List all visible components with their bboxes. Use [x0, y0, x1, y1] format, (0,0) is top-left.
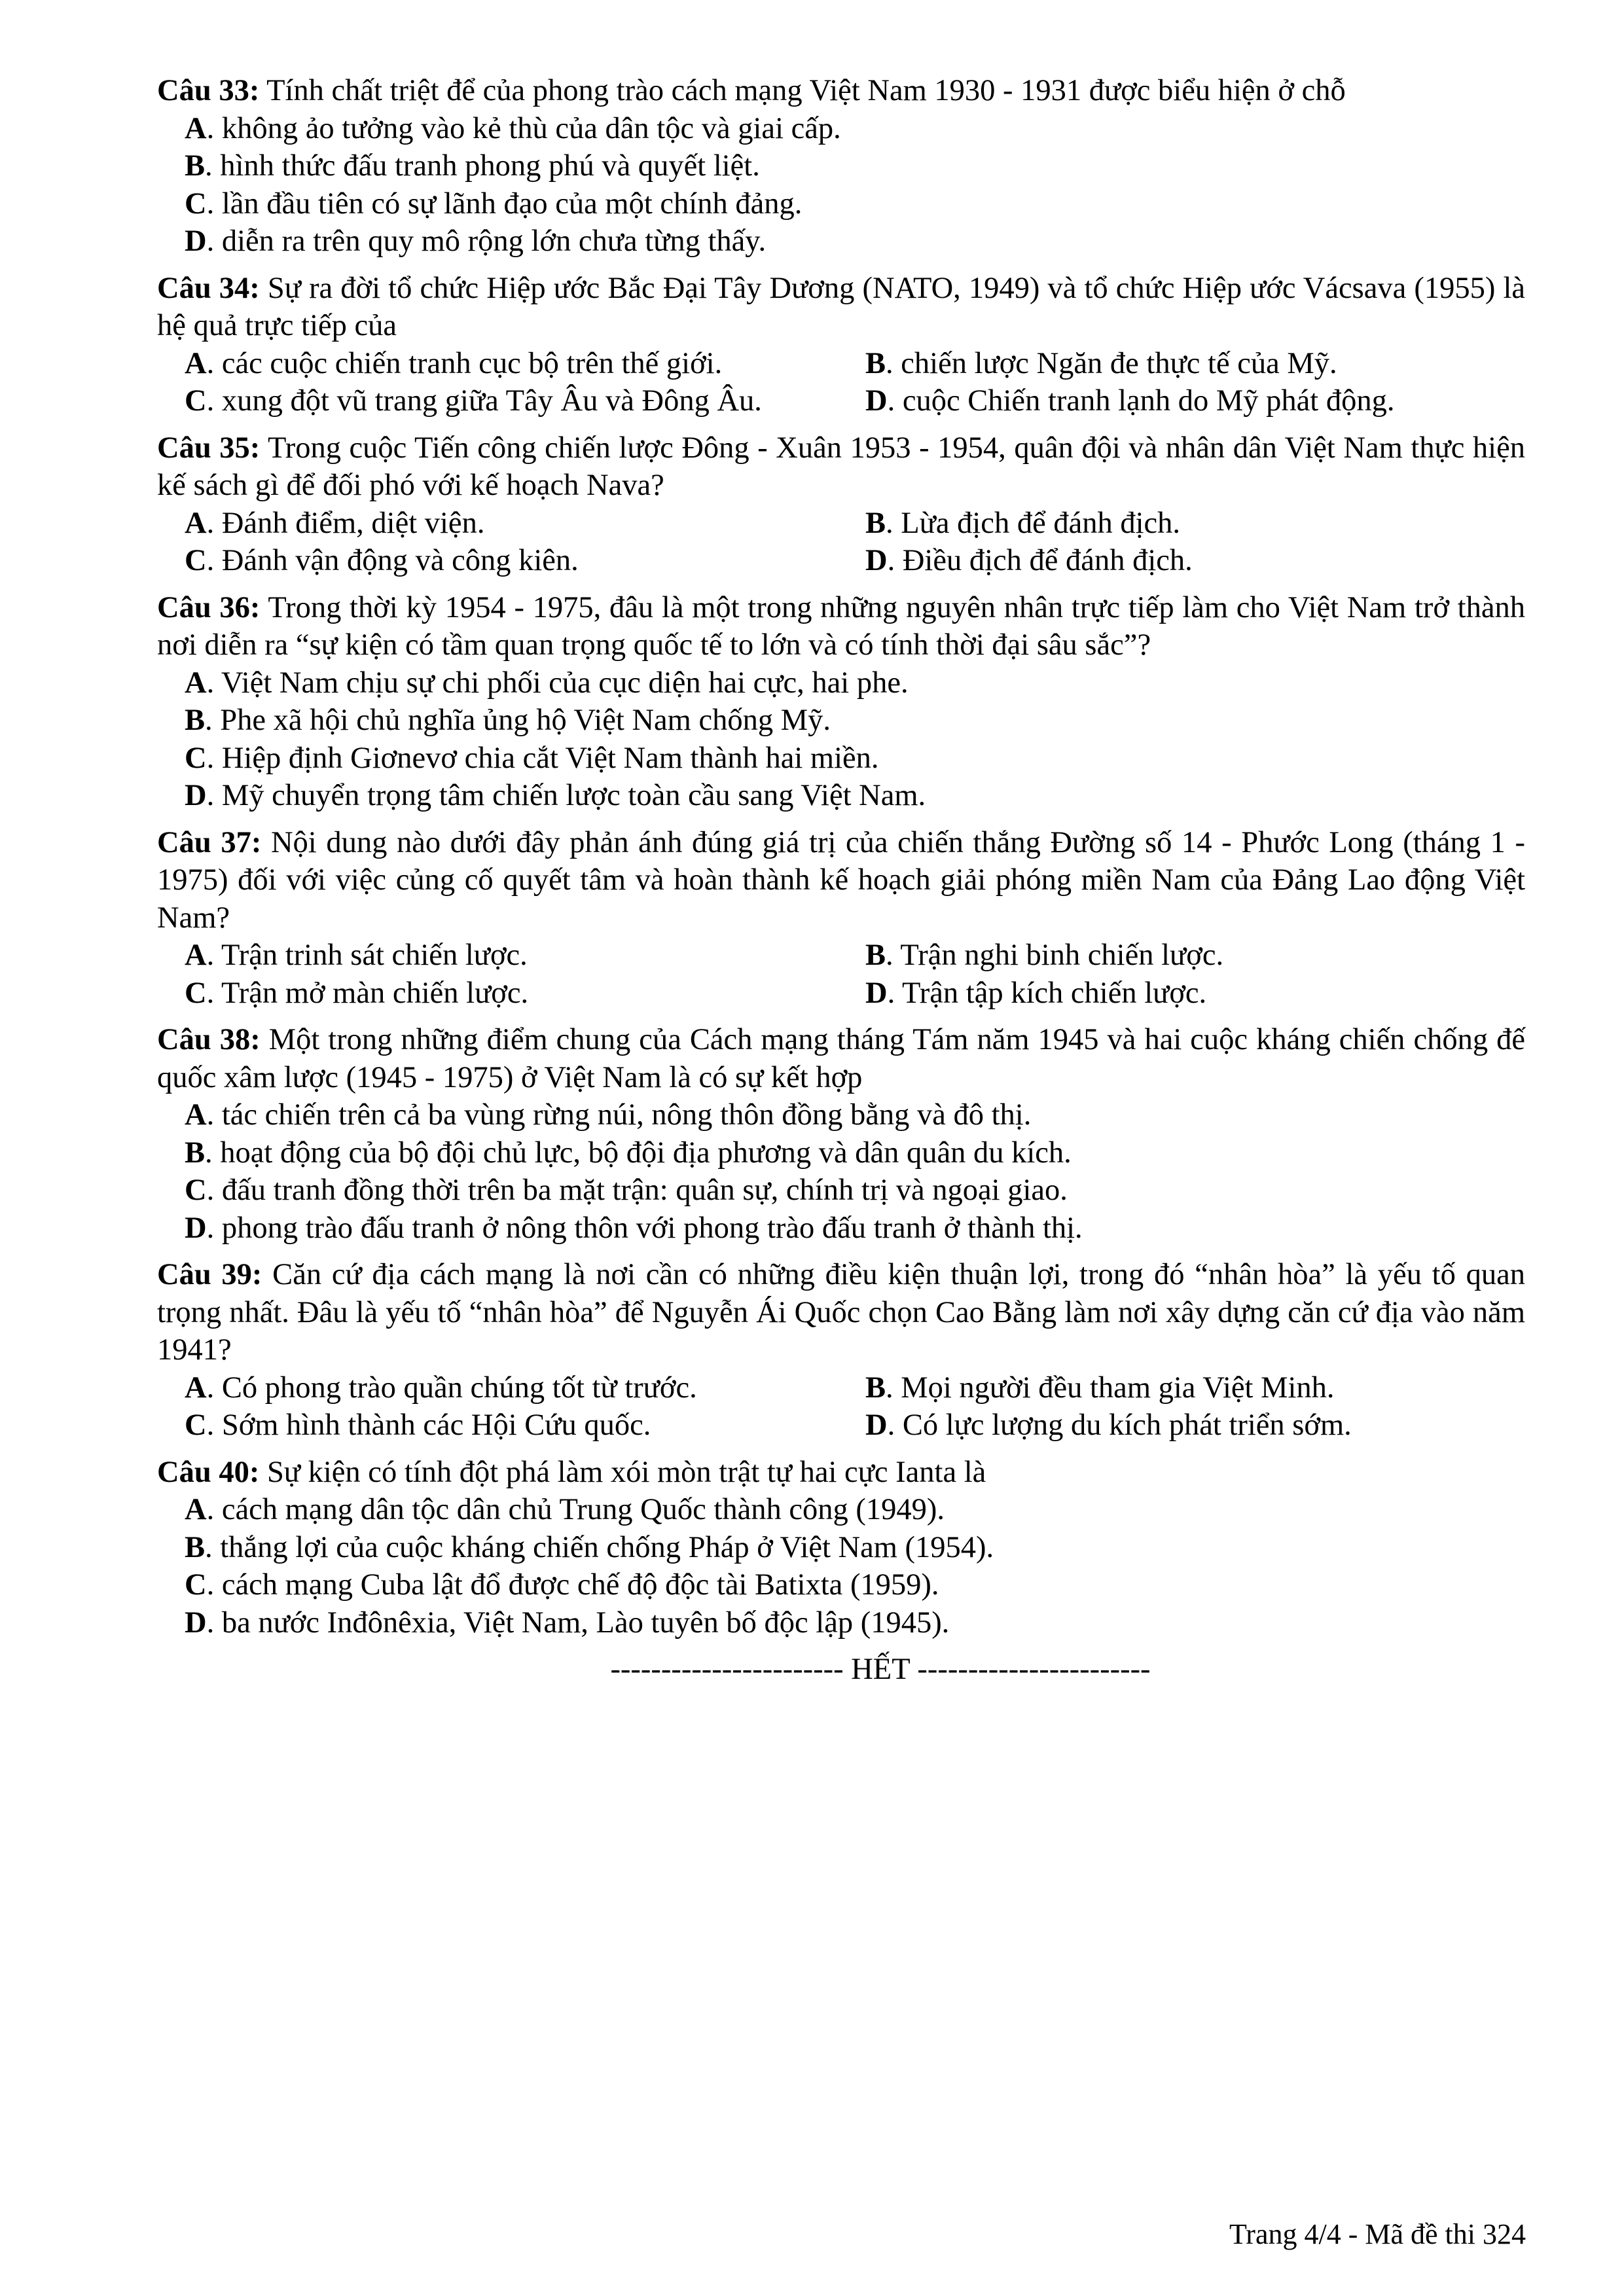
option-text: . xung đột vũ trang giữa Tây Âu và Đông Âu. [206, 384, 762, 418]
answer-option [157, 110, 1525, 148]
option-text: . phong trào đấu tranh ở nông thôn với phong trào đấu tranh ở thành thị. [206, 1211, 1083, 1245]
option-letter: C [185, 1174, 207, 1207]
answer-option [865, 937, 1546, 975]
exam-page [157, 72, 1525, 1689]
answer-option [865, 382, 1546, 420]
option-letter: D [185, 1211, 207, 1245]
question-block [157, 1021, 1525, 1247]
option-letter: D [865, 976, 888, 1010]
option-text: . Hiệp định Giơnevơ chia cắt Việt Nam thành hai miền. [206, 741, 879, 775]
option-letter: C [185, 544, 207, 577]
answer-option [865, 1369, 1546, 1407]
question-block [157, 270, 1525, 420]
option-letter: B [865, 939, 886, 972]
question-block [157, 72, 1525, 260]
option-letter: C [185, 187, 207, 221]
answer-option [185, 937, 865, 975]
option-letter: D [185, 224, 207, 258]
question-number: Câu 35: [157, 431, 261, 465]
question-stem [157, 72, 1525, 110]
option-letter: A [185, 1098, 207, 1132]
question-stem [157, 1021, 1525, 1096]
option-letter: A [185, 506, 207, 540]
option-text: . không ảo tưởng vào kẻ thù của dân tộc và giai cấp. [206, 111, 841, 145]
option-text: . hình thức đấu tranh phong phú và quyết liệt. [205, 149, 760, 183]
answer-option [157, 185, 1525, 223]
option-text: . Trận trinh sát chiến lược. [206, 939, 528, 972]
answer-option [157, 664, 1525, 702]
option-row [157, 937, 1525, 975]
answer-option [157, 1096, 1525, 1134]
question-number: Câu 34: [157, 271, 260, 305]
option-text: . Sớm hình thành các Hội Cứu quốc. [206, 1408, 651, 1442]
answer-option [157, 1566, 1525, 1604]
option-text: . Lừa địch để đánh địch. [886, 506, 1181, 540]
answer-option [185, 1407, 865, 1444]
answer-option [157, 147, 1525, 185]
option-text: . Đánh điểm, diệt viện. [206, 506, 485, 540]
option-text: . Phe xã hội chủ nghĩa ủng hộ Việt Nam chống Mỹ. [205, 704, 831, 737]
answer-option [865, 1407, 1546, 1444]
option-text: . cách mạng dân tộc dân chủ Trung Quốc thành công (1949). [206, 1493, 945, 1526]
option-letter: A [185, 346, 207, 380]
question-stem [157, 824, 1525, 937]
option-letter: D [865, 544, 888, 577]
question-text: Sự kiện có tính đột phá làm xói mòn trật tự hai cực Ianta là [259, 1455, 986, 1489]
question-text: Nội dung nào dưới đây phản ánh đúng giá trị của chiến thắng Đường số 14 - Phước Long (tháng 1 - 1975) đối với việc củng cố quyết tâm và hoàn thành kế hoạch giải phóng miền Nam của Đảng Lao động Việt Nam? [157, 825, 1526, 935]
option-letter: A [185, 666, 207, 700]
option-letter: A [185, 939, 207, 972]
question-stem [157, 1256, 1525, 1369]
question-number: Câu 36: [157, 590, 261, 624]
question-number: Câu 40: [157, 1455, 260, 1489]
question-text: Trong cuộc Tiến công chiến lược Đông - Xuân 1953 - 1954, quân đội và nhân dân Việt Nam thực hiện kế sách gì để đối phó với kế hoạch Nava? [157, 431, 1525, 502]
answer-option [185, 1369, 865, 1407]
answer-option [157, 777, 1525, 815]
option-text: . lần đầu tiên có sự lãnh đạo của một chính đảng. [206, 187, 803, 221]
option-text: . Trận mở màn chiến lược. [206, 976, 529, 1010]
option-letter: B [865, 506, 886, 540]
option-row [157, 382, 1525, 420]
option-row [157, 975, 1525, 1013]
option-text: . các cuộc chiến tranh cục bộ trên thế giới. [206, 346, 723, 380]
option-text: . ba nước Inđônêxia, Việt Nam, Lào tuyên bố độc lập (1945). [206, 1605, 950, 1640]
answer-option [157, 1210, 1525, 1247]
option-text: . chiến lược Ngăn đe thực tế của Mỹ. [886, 346, 1337, 380]
option-text: . Việt Nam chịu sự chi phối của cục diện hai cực, hai phe. [206, 666, 909, 700]
option-text: . thắng lợi của cuộc kháng chiến chống Pháp ở Việt Nam (1954). [205, 1530, 994, 1564]
question-spacer [157, 420, 1525, 429]
option-letter: C [185, 1408, 207, 1442]
question-number: Câu 38: [157, 1023, 261, 1056]
question-stem [157, 270, 1525, 345]
question-block [157, 429, 1525, 580]
question-spacer [157, 1247, 1525, 1256]
question-spacer [157, 1641, 1525, 1651]
option-letter: B [185, 149, 206, 183]
question-stem [157, 1454, 1525, 1492]
option-letter: A [185, 1493, 207, 1526]
question-number: Câu 33: [157, 74, 260, 107]
option-text: . cách mạng Cuba lật đổ được chế độ độc tài Batixta (1959). [206, 1568, 939, 1602]
option-text: . Điều địch để đánh địch. [887, 544, 1193, 577]
question-spacer [157, 1444, 1525, 1454]
answer-option [185, 382, 865, 420]
question-number: Câu 37: [157, 825, 262, 859]
option-letter: C [185, 384, 207, 418]
option-letter: D [185, 779, 207, 812]
question-list [157, 72, 1525, 1651]
answer-option [157, 740, 1525, 778]
option-letter: D [185, 1605, 207, 1640]
answer-option [865, 542, 1546, 580]
answer-option [185, 975, 865, 1013]
answer-option [157, 702, 1525, 740]
option-letter: C [185, 1568, 207, 1602]
option-letter: C [185, 741, 207, 775]
option-text: . Mọi người đều tham gia Việt Minh. [886, 1371, 1335, 1405]
answer-option [157, 1604, 1525, 1642]
question-text: Sự ra đời tổ chức Hiệp ước Bắc Đại Tây Dương (NATO, 1949) và tổ chức Hiệp ước Vácsava (1955) là hệ quả trực tiếp của [157, 271, 1525, 342]
answer-option [157, 1491, 1525, 1529]
question-text: Căn cứ địa cách mạng là nơi cần có những điều kiện thuận lợi, trong đó “nhân hòa” là yếu tố quan trọng nhất. Đâu là yếu tố “nhân hòa” để Nguyễn Ái Quốc chọn Cao Bằng làm nơi xây dựng căn cứ địa vào năm 1941? [157, 1258, 1525, 1367]
answer-option [865, 345, 1546, 383]
option-text: . đấu tranh đồng thời trên ba mặt trận: quân sự, chính trị và ngoại giao. [206, 1174, 1068, 1207]
option-row [157, 505, 1525, 543]
question-block [157, 824, 1525, 1013]
question-spacer [157, 260, 1525, 270]
option-row [157, 1369, 1525, 1407]
question-text: Một trong những điểm chung của Cách mạng tháng Tám năm 1945 và hai cuộc kháng chiến chống đế quốc xâm lược (1945 - 1975) ở Việt Nam là có sự kết hợp [157, 1023, 1525, 1094]
option-letter: D [865, 1408, 888, 1442]
question-stem [157, 429, 1525, 505]
option-text: . cuộc Chiến tranh lạnh do Mỹ phát động. [887, 384, 1395, 418]
option-row [157, 1407, 1525, 1444]
question-text: Trong thời kỳ 1954 - 1975, đâu là một trong những nguyên nhân trực tiếp làm cho Việt Nam trở thành nơi diễn ra “sự kiện có tầm quan trọng quốc tế to lớn và có tính thời đại sâu sắc”? [157, 590, 1525, 662]
question-number: Câu 39: [157, 1258, 262, 1291]
option-letter: B [865, 346, 886, 380]
option-letter: B [185, 1136, 206, 1170]
question-spacer [157, 580, 1525, 589]
question-block [157, 1454, 1525, 1642]
option-text: . Trận nghi binh chiến lược. [886, 939, 1224, 972]
answer-option [157, 1134, 1525, 1172]
option-row [157, 542, 1525, 580]
answer-option [157, 1172, 1525, 1210]
answer-option [157, 1529, 1525, 1567]
page-footer: Trang 4/4 - Mã đề thi 324 [1229, 2218, 1526, 2250]
option-text: . Có lực lượng du kích phát triển sớm. [887, 1408, 1352, 1442]
option-text: . Đánh vận động và công kiên. [206, 544, 579, 577]
question-stem [157, 589, 1525, 664]
option-letter: C [185, 976, 207, 1010]
option-text: . diễn ra trên quy mô rộng lớn chưa từng thấy. [206, 224, 767, 258]
answer-option [865, 975, 1546, 1013]
question-spacer [157, 1012, 1525, 1021]
option-letter: D [865, 384, 888, 418]
answer-option [865, 505, 1546, 543]
option-text: . hoạt động của bộ đội chủ lực, bộ đội địa phương và dân quân du kích. [205, 1136, 1072, 1170]
option-letter: B [185, 1530, 206, 1564]
option-letter: A [185, 111, 207, 145]
option-row [157, 345, 1525, 383]
option-text: . Có phong trào quần chúng tốt từ trước. [206, 1371, 697, 1405]
option-letter: A [185, 1371, 207, 1405]
option-text: . Trận tập kích chiến lược. [887, 976, 1207, 1010]
answer-option [185, 345, 865, 383]
option-letter: B [865, 1371, 886, 1405]
option-text: . tác chiến trên cả ba vùng rừng núi, nông thôn đồng bằng và đô thị. [206, 1098, 1032, 1132]
question-block [157, 589, 1525, 815]
answer-option [185, 505, 865, 543]
option-text: . Mỹ chuyển trọng tâm chiến lược toàn cầu sang Việt Nam. [206, 779, 926, 812]
option-letter: B [185, 704, 206, 737]
end-marker: ----------------------- HẾT ----------------------- [610, 1653, 1151, 1686]
answer-option [185, 542, 865, 580]
question-block [157, 1256, 1525, 1444]
question-spacer [157, 815, 1525, 824]
answer-option [157, 223, 1525, 260]
question-text: Tính chất triệt để của phong trào cách mạng Việt Nam 1930 - 1931 được biểu hiện ở chỗ [259, 74, 1346, 107]
